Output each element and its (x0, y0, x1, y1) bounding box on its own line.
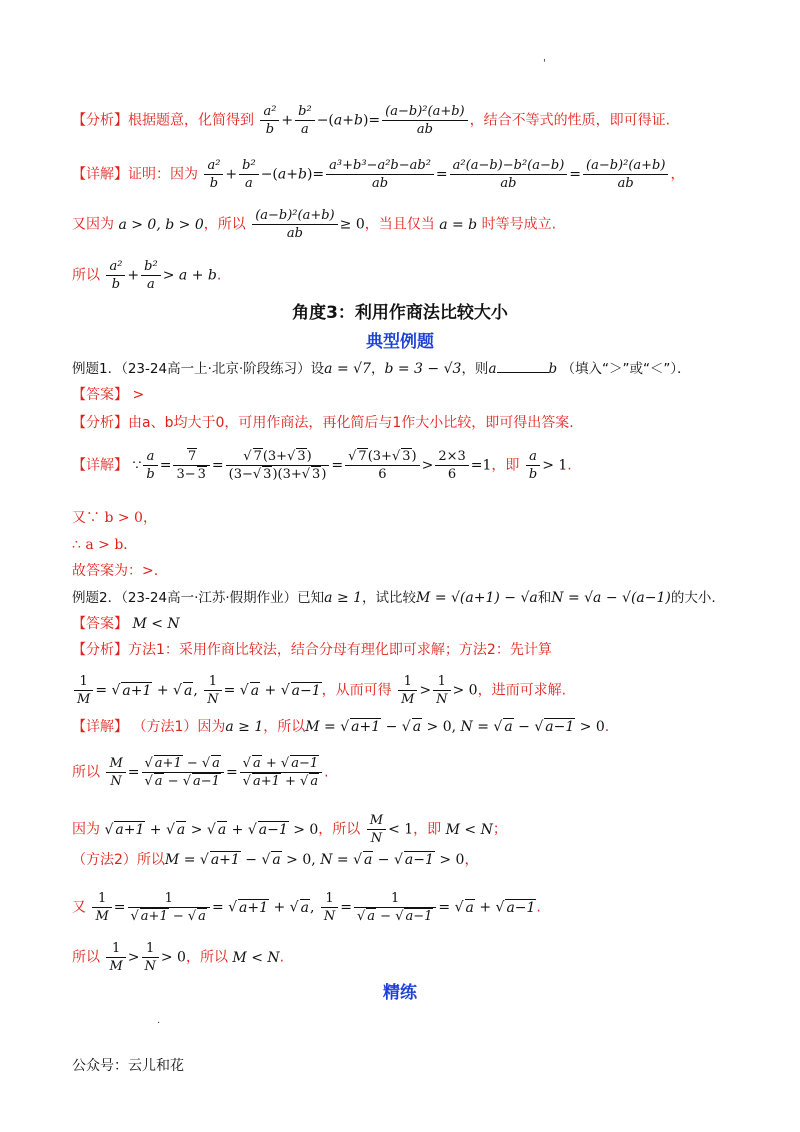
example-1-tail: （填入“＞”或“＜”）． (561, 361, 691, 377)
detail-1 (72, 157, 740, 192)
detail-2-line-4: 故答案为：>. (72, 563, 159, 579)
detail-3-line-2-lead: 所以 (72, 764, 100, 781)
analysis-3-mid: ，从而可得 (321, 682, 392, 699)
analysis-3 (72, 640, 740, 660)
answer-2-value: M < N (132, 616, 180, 632)
detail-3-line-2-formula: $\frac{M}{N}$ = $\frac{√ a+1 - √ a}{√ a - √ a-1}$ = $\frac{√ a + √ a-1}{√ a+1 + √ a}$ (104, 755, 324, 790)
detail-3-line-3-mid: ，所以 (318, 821, 361, 838)
header-mark: ' (543, 58, 546, 69)
example-2-mid: ，试比较 (362, 590, 417, 606)
detail-3-lead: （方法1）因为 (132, 719, 226, 735)
example-1-var-b: b (548, 361, 558, 377)
detail-2 (72, 448, 740, 483)
detail-1-line-2-mid2: ，当且仅当 (364, 216, 435, 233)
analysis-3-line-2 (72, 673, 740, 708)
analysis-2-tag: 【分析】 (72, 415, 128, 431)
detail-3-line-6-lead: 所以 (72, 949, 100, 966)
detail-3-line-6-ineq: $\frac{1}{M}$ > $\frac{1}{N}$ > 0 (104, 940, 186, 975)
detail-3-line-5 (72, 890, 740, 925)
detail-3-condition: a ≥ 1 (225, 719, 264, 735)
detail-3-line-5-tail: . (536, 899, 541, 916)
detail-1-line-2 (72, 207, 740, 242)
footer: 公众号：云儿和花 (72, 1058, 184, 1074)
subsection-title: 典型例题 (366, 332, 434, 352)
answer-1 (72, 385, 740, 405)
detail-1-tail: ， (670, 166, 685, 183)
footer-mark: . (157, 1015, 161, 1026)
detail-1-line-3-formula: $\frac{\text{a²}}{b}$ + $\frac{\text{b²}}{a}$ > a + b (104, 258, 216, 293)
detail-1-formula: $\frac{\text{a²}}{b}$ + $\frac{\text{b²}}{a}$ −(a+b)= $\frac{\text{a³+b³−a²b−ab²}}{ab}$ = $\frac{\text{a²(a−b)−b²(a−b)}}{ab}$ = $\frac{\text{(a−b)²(a+b)}}{ab}$ (202, 157, 670, 192)
analysis-3-tag: 【分析】 (72, 642, 128, 658)
example-1-lead: 例题1．（23-24高一上·北京·阶段练习）设 (72, 361, 325, 377)
detail-1-line-2-tail: 时等号成立. (481, 216, 557, 233)
detail-3-tag: 【详解】 (72, 719, 128, 735)
detail-2-mid: ，即 (491, 457, 520, 474)
detail-1-tag: 【详解】 (72, 166, 128, 183)
analysis-1-tag: 【分析】 (72, 112, 128, 129)
detail-3-line-4-formula: M = √ a+1 − √ a > 0, N = √ a − √ a−1 > 0 (164, 852, 465, 868)
detail-3-line-3-formula: √ a+1 + √ a > √ a + √ a−1 > 0 (104, 821, 319, 838)
detail-3-line-6-tail: . (279, 949, 285, 966)
example-1-mid: ，则 (461, 361, 489, 377)
detail-3-line-6-mid: ，所以 (185, 949, 228, 966)
example-1-sep: ， (370, 361, 385, 377)
example-2-n-def: N = √a − √(a−1) (551, 590, 671, 606)
answer-1-value: > (132, 387, 145, 403)
detail-3-line-4-tail: ， (464, 852, 479, 868)
answer-2-tag: 【答案】 (72, 616, 128, 632)
detail-2-formula: ∵ $\frac{a}{b}$ = $\frac{7}{3- 3}$ = $\frac{√ 7(3+√ 3)}{(3-√ 3)(3+√ 3)}$ = $\frac{√ 7(3+√ 3)}{6}$ > $\frac{2\times 3}{6}$ =1 (132, 449, 492, 482)
detail-3-formula: M = √ a+1 − √ a > 0, N = √ a − √ a−1 > 0 (305, 719, 605, 735)
analysis-2-text: 由a、b均大于0，可用作商法，再化简后与1作大小比较，即可得出答案. (128, 415, 574, 431)
analysis-1-lead: 根据题意，化简得到 (128, 112, 254, 129)
detail-3-line-3-mid2: ，即 (413, 821, 442, 838)
detail-3-line-3-result: M < N (445, 821, 493, 838)
example-2-condition: a ≥ 1 (324, 590, 363, 606)
detail-2-result: $\frac{a}{b}$ > 1 (524, 448, 567, 483)
detail-3-line-3-ineq: $\frac{M}{N}$ < 1 (365, 812, 413, 847)
detail-3-line-3-tail: ； (492, 821, 507, 838)
example-2-tail: 的大小. (670, 590, 716, 606)
detail-3-line-2 (72, 755, 740, 790)
example-1 (72, 358, 740, 379)
detail-1-lead: 证明：因为 (128, 166, 198, 183)
detail-1-condition: a > 0, b > 0 (118, 216, 204, 233)
example-1-b-def: b = 3 − √3 (384, 361, 462, 377)
detail-3-line-3-lead: 因为 (72, 821, 100, 838)
detail-3 (72, 717, 740, 737)
example-1-a-def: a = √7 (324, 361, 371, 377)
analysis-1-formula: $\frac{\text{a²}}{b}$ + $\frac{\text{b²}}{a}$ −(a+b)= $\frac{\text{(a−b)²(a+b)}}{ab}$ (258, 103, 469, 138)
detail-2-line-2: 又∵ b > 0， (72, 510, 157, 526)
example-2-and: 和 (537, 590, 552, 606)
answer-1-tag: 【答案】 (72, 387, 128, 403)
detail-1-line-3-tail: . (216, 267, 222, 284)
detail-3-tail: . (604, 719, 610, 735)
detail-3-line-5-lead: 又 (72, 899, 86, 916)
example-2-m-def: M = √(a+1) − √a (416, 590, 538, 606)
detail-3-line-4-lead: （方法2）所以 (72, 852, 165, 868)
analysis-3-inequality: $\frac{1}{M}$ > $\frac{1}{N}$ > 0 (396, 673, 478, 708)
analysis-2 (72, 413, 740, 433)
detail-3-line-5-formula: $\frac{1}{M}$ = $\frac{1}{√ a+1 - √ a}$ = √ a+1 + √ a, $\frac{1}{N}$ = $\frac{1}{√ a - √ a-1}$ = √ a + √ a−1 (90, 890, 536, 925)
example-1-var-a: a (488, 361, 497, 377)
example-2 (72, 588, 740, 608)
detail-2-tag: 【详解】 (72, 457, 128, 474)
detail-1-line-2-mid: ，所以 (203, 216, 246, 233)
detail-3-line-2-tail: . (324, 764, 329, 781)
analysis-3-formula: $\frac{1}{M}$ = √ a+1 + √ a, $\frac{1}{N}$ = √ a + √ a−1 (72, 673, 322, 708)
detail-2-line-3: ∴ a > b． (72, 537, 138, 553)
section-title: 角度3：利用作商法比较大小 (292, 303, 508, 323)
answer-2 (72, 614, 740, 634)
example-2-lead: 例题2．（23-24高一·江苏·假期作业）已知 (72, 590, 325, 606)
practice-title: 精练 (383, 983, 417, 1003)
detail-1-equality: a = b (439, 216, 478, 233)
detail-2-tail: . (567, 457, 572, 474)
detail-3-line-3 (72, 812, 740, 847)
detail-3-mid: ，所以 (263, 719, 306, 735)
detail-1-line-3-lead: 所以 (72, 267, 100, 284)
analysis-1 (72, 103, 740, 138)
detail-1-line-3 (72, 258, 740, 293)
analysis-3-tail: ，进而可求解. (477, 682, 567, 699)
detail-1-line-2-formula: $\frac{\text{(a−b)²(a+b)}}{ab}$ ≥ 0 (250, 207, 365, 242)
answer-blank (497, 358, 549, 373)
analysis-3-text: 方法1：采用作商比较法，结合分母有理化即可求解；方法2：先计算 (128, 642, 552, 658)
detail-1-line-2-lead: 又因为 (72, 216, 114, 233)
detail-3-line-6-result: M < N (232, 949, 280, 966)
detail-3-line-4 (72, 850, 740, 870)
detail-3-line-6 (72, 940, 740, 975)
analysis-1-tail: ，结合不等式的性质，即可得证. (469, 112, 671, 129)
